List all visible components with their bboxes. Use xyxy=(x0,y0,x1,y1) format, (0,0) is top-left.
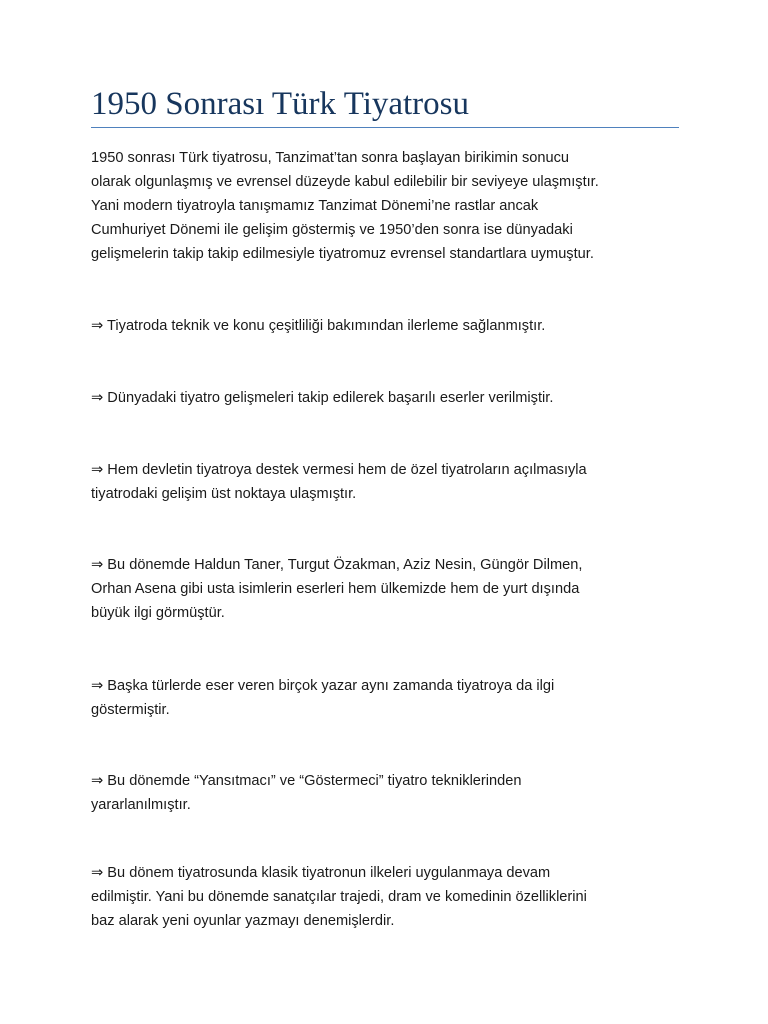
bullet-line: Dünyadaki tiyatro gelişmeleri takip edilerek başarılı eserler verilmiştir. xyxy=(107,390,554,406)
bullet-line: büyük ilgi görmüştür. xyxy=(91,605,225,621)
bullet-line: Bu dönemde Haldun Taner, Turgut Özakman, Aziz Nesin, Güngör Dilmen, xyxy=(107,557,583,573)
double-arrow-icon: ⇒ xyxy=(91,864,104,881)
bullet-line: göstermiştir. xyxy=(91,702,170,718)
bullet-item xyxy=(91,769,691,817)
title-underline xyxy=(91,127,679,128)
bullet-item xyxy=(91,553,691,625)
bullet-line: yararlanılmıştır. xyxy=(91,797,191,813)
bullet-line: Tiyatroda teknik ve konu çeşitliliği bakımından ilerleme sağlanmıştır. xyxy=(107,318,546,334)
double-arrow-icon: ⇒ xyxy=(91,677,104,694)
intro-line: 1950 sonrası Türk tiyatrosu, Tanzimat’tan sonra başlayan birikimin sonucu xyxy=(91,150,570,166)
bullet-line: Başka türlerde eser veren birçok yazar aynı zamanda tiyatroya da ilgi xyxy=(107,678,555,694)
bullet-line: Hem devletin tiyatroya destek vermesi hem de özel tiyatroların açılmasıyla xyxy=(107,462,587,478)
intro-line: Cumhuriyet Dönemi ile gelişim göstermiş ve 1950’den sonra ise dünyadaki xyxy=(91,222,573,238)
intro-line: olarak olgunlaşmış ve evrensel düzeyde kabul edilebilir bir seviyeye ulaşmıştır. xyxy=(91,174,599,190)
intro-line: Yani modern tiyatroyla tanışmamız Tanzimat Dönemi’ne rastlar ancak xyxy=(91,198,539,214)
double-arrow-icon: ⇒ xyxy=(91,317,104,334)
bullet-line: tiyatrodaki gelişim üst noktaya ulaşmıştır. xyxy=(91,486,357,502)
bullet-line: Bu dönemde “Yansıtmacı” ve “Göstermeci” tiyatro tekniklerinden xyxy=(107,773,522,789)
double-arrow-icon: ⇒ xyxy=(91,461,104,478)
intro-paragraph xyxy=(91,146,691,266)
intro-line: gelişmelerin takip takip edilmesiyle tiyatromuz evrensel standartlara uymuştur. xyxy=(91,246,594,262)
bullet-item xyxy=(91,314,691,338)
double-arrow-icon: ⇒ xyxy=(91,556,104,573)
bullet-line: Bu dönem tiyatrosunda klasik tiyatronun ilkeleri uygulanmaya devam xyxy=(107,865,551,881)
double-arrow-icon: ⇒ xyxy=(91,389,104,406)
bullet-line: baz alarak yeni oyunlar yazmayı denemişlerdir. xyxy=(91,913,395,929)
document-title: 1950 Sonrası Türk Tiyatrosu xyxy=(91,86,470,122)
double-arrow-icon: ⇒ xyxy=(91,772,104,789)
bullet-item xyxy=(91,861,691,933)
bullet-item xyxy=(91,386,691,410)
bullet-line: edilmiştir. Yani bu dönemde sanatçılar trajedi, dram ve komedinin özelliklerini xyxy=(91,889,587,905)
bullet-line: Orhan Asena gibi usta isimlerin eserleri hem ülkemizde hem de yurt dışında xyxy=(91,581,580,597)
bullet-item xyxy=(91,674,691,722)
bullet-item xyxy=(91,458,691,506)
